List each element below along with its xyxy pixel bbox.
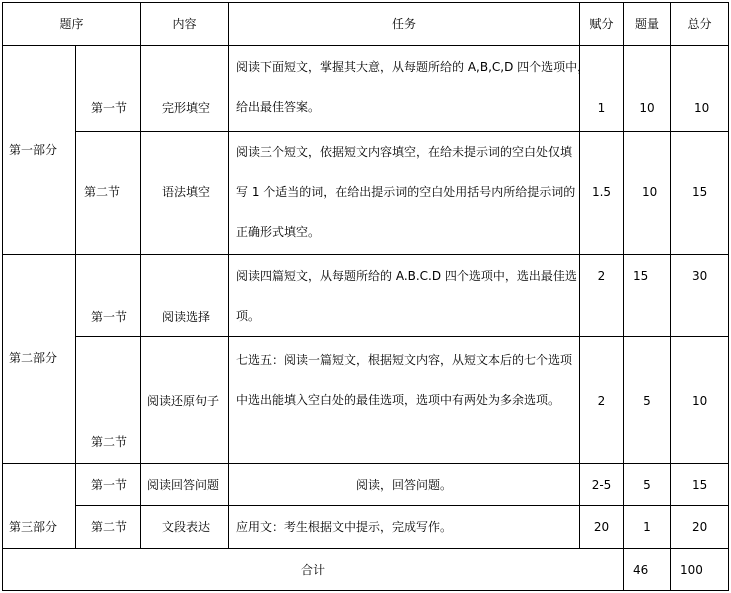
count-cell: 10: [639, 101, 655, 115]
task-line: 正确形式填空。: [236, 225, 321, 239]
score-each-cell: 20: [593, 520, 610, 534]
section-label: 第二节: [84, 185, 121, 199]
task-line: 中选出能填入空白处的最佳选项，选项中有两处为多余选项。: [236, 393, 561, 407]
score-each-cell: 2: [597, 394, 606, 408]
content-cell: 阅读选择: [162, 310, 211, 324]
count-cell: 5: [643, 478, 651, 492]
count-cell: 1: [643, 520, 651, 534]
count-cell: 15: [633, 269, 649, 283]
header-score-each: 赋分: [589, 17, 614, 31]
task-line: 阅读三个短文，依据短文内容填空，在给未提示词的空白处仅填: [236, 145, 573, 159]
task-line: 阅读，回答问题。: [355, 478, 452, 492]
section-label: 第二节: [91, 520, 128, 534]
content-cell: 阅读回答问题: [147, 478, 220, 492]
summary-count: 46: [633, 563, 649, 577]
score-each-cell: 2: [597, 269, 606, 283]
section-label: 第一节: [91, 478, 128, 492]
content-cell: 文段表达: [162, 520, 211, 534]
task-line: 项。: [236, 309, 261, 323]
part-name: 第三部分: [9, 520, 58, 534]
section-label: 第一节: [91, 310, 128, 324]
total-cell: 15: [692, 185, 708, 199]
header-count: 题量: [634, 17, 659, 31]
task-line: 七选五：阅读一篇短文，根据短文内容，从短文本后的七个选项: [236, 353, 573, 367]
total-cell: 10: [692, 394, 708, 408]
score-each-cell: 2-5: [591, 478, 612, 492]
score-each-cell: 1: [597, 101, 606, 115]
content-cell: 语法填空: [162, 185, 211, 199]
total-cell: 15: [692, 478, 708, 492]
task-line: 应用文：考生根据文中提示，完成写作。: [236, 520, 453, 534]
header-content: 内容: [172, 17, 197, 31]
count-cell: 10: [642, 185, 658, 199]
part-name: 第一部分: [9, 143, 58, 157]
score-each-cell: 1.5: [591, 185, 612, 199]
header-task: 任务: [391, 17, 416, 31]
summary-total: 100: [680, 563, 703, 577]
total-cell: 30: [692, 269, 708, 283]
summary-label: 合计: [300, 563, 325, 577]
task-line: 阅读下面短文，掌握其大意，从每题所给的 A,B,C,D 四个选项中，: [236, 60, 590, 74]
section-label: 第二节: [91, 435, 128, 449]
count-cell: 5: [643, 394, 651, 408]
part-name: 第二部分: [9, 351, 58, 365]
total-cell: 20: [692, 520, 708, 534]
header-total: 总分: [687, 17, 712, 31]
header-order: 题序: [59, 17, 84, 31]
task-line: 写 1 个适当的词，在给出提示词的空白处用括号内所给提示词的: [236, 185, 576, 199]
content-cell: 阅读还原句子: [147, 394, 220, 408]
total-cell: 10: [694, 101, 710, 115]
task-line: 给出最佳答案。: [236, 100, 321, 114]
task-line: 阅读四篇短文，从每题所给的 A.B.C.D 四个选项中，选出最佳选: [236, 269, 577, 283]
section-label: 第一节: [91, 101, 128, 115]
content-cell: 完形填空: [162, 101, 211, 115]
